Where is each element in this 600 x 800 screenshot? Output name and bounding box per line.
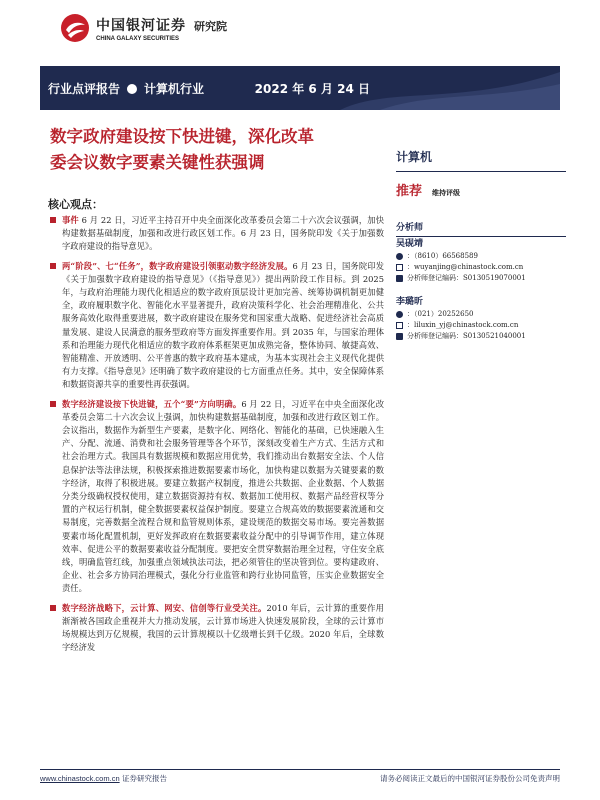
id-card-icon [396,333,403,340]
separator-dot-icon [127,84,137,94]
title-line-2: 委会议数字要素关键性获强调 [50,153,265,172]
org-name: 中国银河证券 [96,17,186,34]
rating-note: 维持评级 [432,189,461,197]
institute-label: 研究院 [194,20,227,33]
footer-report-label: 证券研究报告 [119,774,168,783]
report-banner [40,66,560,110]
footer-disclaimer: 请务必阅读正文最后的中国银河证券股份公司免责声明 [380,774,560,783]
analyst-phone: ：（8610）66568589 [407,252,478,260]
paragraph-event [62,214,384,254]
analyst-heading-label: 分析师 [396,223,424,233]
footer-left [40,773,167,784]
website-link[interactable]: www.chinastock.com.cn [40,774,120,783]
org-name-en: CHINA GALAXY SECURITIES [96,35,180,42]
email-icon [396,322,403,329]
phone-icon [396,311,403,318]
sidebar-divider [396,171,566,172]
paragraph-body: 6 月 22 日，习近平在中央全面深化改革委员会第二十六次会议上强调，加快构建数据基础制度，加强和改进行政区划工作。会议指出，数据作为新型生产要素，是数字化、网络化、智能化的基础，已快速融入生产、分配、流通、消费和社会服务管理等各个环节，深刻改变着生产方式、生活方式和社会治理方式。我国具有数据规模和数据应用优势，我们推动出台数据安全法、个人信息保护法等法律法规，积极探索推进数据要素市场化，加快构建以数据为关键要素的数字经济，取得了积极进展。要建立数据产权制度，推进公共数据、企业数据、个人数据分类分级确权授权使用，建立数据资源持有权、数据加工使用权、数据产品经营权等分置的产权运行机制，健全数据要素权益保护制度。要建立合规高效的数据要素流通和交易制度，完善数据全流程合规和监管规则体系，建设规范的数据交易市场。要完善数据要素市场化配置机制，更好发挥政府在数据要素收益分配中的引导调节作用，建立体现效率、促进公平的数据要素收益分配制度。要把安全贯穿数据治理全过程，守住安全底线，明确监管红线，加强重点领域执法司法，把必须管住的坚决管到位。要构建政府、企业、社会多方协同治理模式，强化分行业监管和跨行业协同监管，压实企业数据安全责任。 [62,398,385,594]
banner-wave-decoration [340,66,560,110]
rating-sidebar [396,148,566,199]
paragraph-body: 6 月 22 日，习近平主持召开中央全面深化改革委员会第二十六次会议强调，加快构建数据基础制度，加强和改进行政区划工作。6 月 23 日，国务院印发《关于加强数字政府建设的指导意见》。 [62,215,384,252]
analyst-card [396,236,566,284]
paragraph-lead: 两“阶段”、七“任务”，数字政府建设引领驱动数字经济发展。 [62,260,293,271]
paragraph-lead: 事件 [62,215,79,225]
footer-divider [40,769,560,770]
phone-icon [396,253,403,260]
analyst-email[interactable]: ：liluxin_yj@chinastock.com.cn [407,321,519,329]
sector-name: 计算机行业 [144,82,205,96]
rating-value: 推荐 [396,184,423,199]
sidebar-topic: 计算机 [396,150,433,164]
paragraph-strategy [62,602,384,655]
bullet-icon [50,263,56,269]
analyst-phone: ：（021）20252650 [407,310,474,318]
report-date: 2022 年 6 月 24 日 [254,82,370,96]
email-icon [396,264,403,271]
analyst-cert: 分析师登记编码：S0130521040001 [407,332,526,340]
main-content [62,214,384,661]
analyst-card [396,294,566,342]
id-card-icon [396,275,403,282]
report-title [50,124,390,176]
analyst-name: 李璐昕 [396,297,424,307]
galaxy-logo-icon [60,13,90,43]
paragraph-digital-government [62,260,384,392]
report-type: 行业点评报告 [48,82,121,96]
paragraph-digital-economy [62,398,384,596]
analyst-email[interactable]: ：wuyanjing@chinastock.com.cn [407,263,524,271]
analyst-heading [396,220,566,237]
bullet-icon [50,401,56,407]
company-logo [60,10,227,46]
paragraph-lead: 数字经济建设按下快进键，五个“要”方向明确。 [62,398,242,409]
analyst-name: 吴砚靖 [396,239,424,249]
paragraph-body: 2010 年后，云计算的重要作用渐渐被各国政企重视并大力推动发展，云计算市场进入快速发展阶段，全球的云计算市场规模达到万亿规模，我国的云计算规模以十亿级增长到千亿级。2020 年后，全球数字经济发 [62,602,384,653]
paragraph-lead: 数字经济战略下，云计算、网安、信创等行业受关注。 [62,602,267,613]
analyst-cert: 分析师登记编码：S0130519070001 [407,274,526,282]
bullet-icon [50,217,56,223]
core-views-label: 核心观点： [48,198,103,211]
paragraph-body: 6 月 23 日，国务院印发《关于加强数字政府建设的指导意见》（《指导意见》）提出两阶段工作目标。到 2025 年，与政府治理能力现代化相适应的数字政府顶层设计更加完善、统筹协调机制更加健全，政府履职数字化、智能化水平显著提升，政府决策科学化、社会治理精准化、公共服务高效化取得重要进展，数字政府建设在服务党和国家重大战略、促进经济社会高质量发展、建设人民满意的服务型政府等方面发挥重要作用。到 2035 年，与国家治理体系和治理能力现代化相适应的数字政府体系框架更加成熟完备，整体协同、敏捷高效、智能精准、开放透明、公平普惠的数字政府基本建成，为基本实现社会主义现代化提供有力支撑。《指导意见》还明确了数字政府建设的七方面重点任务。其中，安全保障体系和数据资源共享的重要性再获强调。 [62,260,384,390]
title-line-1: 数字政府建设按下快进键，深化改革 [50,127,314,146]
bullet-icon [50,605,56,611]
